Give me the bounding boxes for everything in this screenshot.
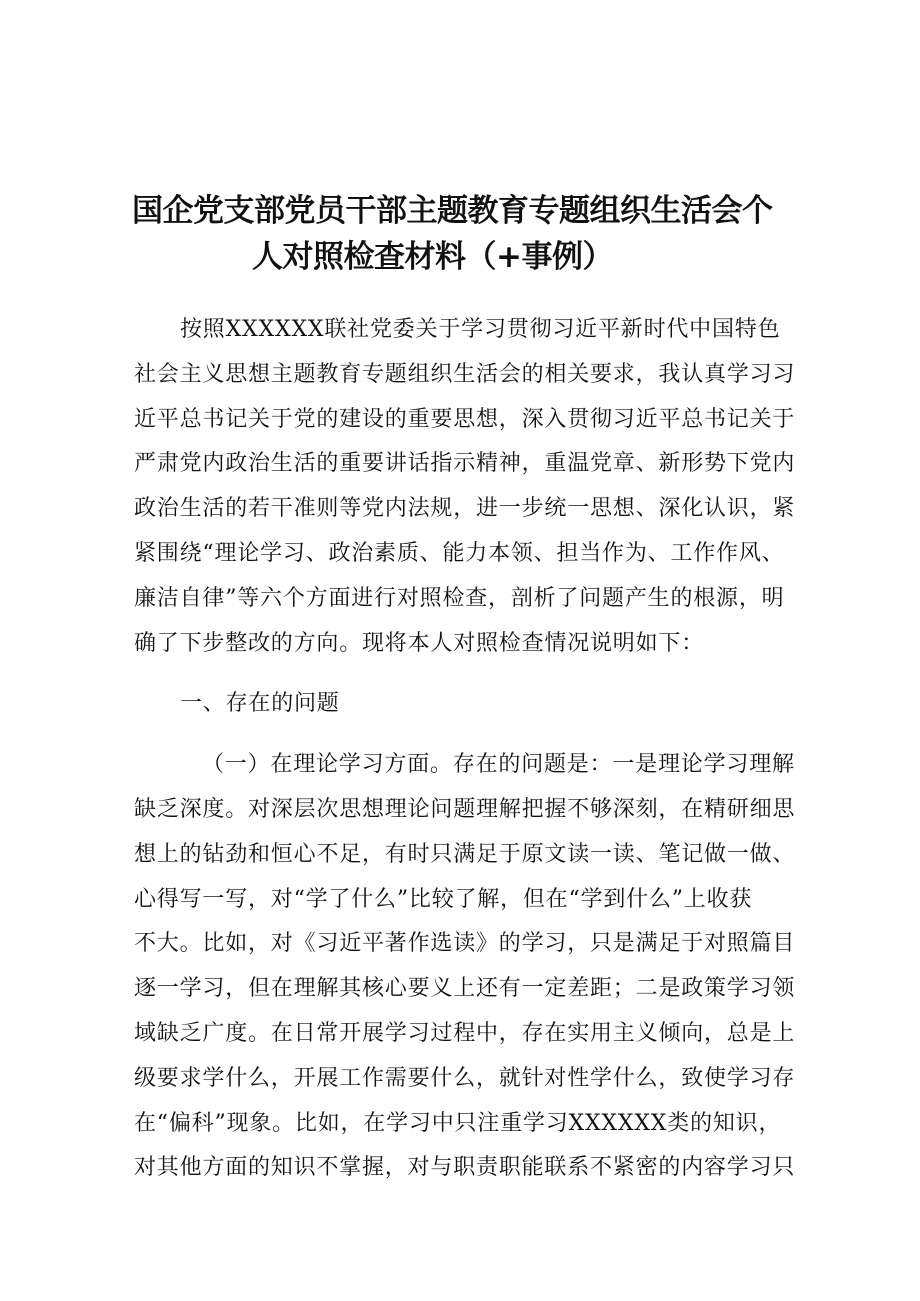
intro-line-1: 按照XXXXXX联社党委关于学习贯彻习近平新时代中国特色 [180, 317, 781, 342]
document-body [134, 308, 824, 1191]
section1-line-7: 域缺乏广度。在日常开展学习过程中，存在实用主义倾向，总是上 [134, 1020, 796, 1046]
title-line-2: 人对照检查材料（+事例） [252, 239, 613, 275]
paragraph-gap [134, 666, 824, 682]
intro-line-4: 严肃党内政治生活的重要讲话指示精神，重温党章、新形势下党内 [134, 451, 796, 477]
section1-line-2: 缺乏深度。对深层次思想理论问题理解把握不够深刻，在精研细思 [134, 796, 796, 822]
intro-line-2: 社会主义思想主题教育专题组织生活会的相关要求，我认真学习习 [134, 361, 796, 387]
section1-line-1: （一）在理论学习方面。存在的问题是：一是理论学习理解 [202, 752, 795, 778]
intro-line-6: 紧围绕“理论学习、政治素质、能力本领、担当作为、工作作风、 [134, 540, 785, 566]
intro-line-7: 廉洁自律”等六个方面进行对照检查，剖析了问题产生的根源，明 [134, 585, 785, 611]
section1-line-9: 在“偏科”现象。比如，在学习中只注重学习XXXXXX类的知识， [134, 1110, 782, 1136]
section1-line-10: 对其他方面的知识不掌握，对与职责职能联系不紧密的内容学习只 [134, 1155, 796, 1181]
section1-line-8: 级要求学什么，开展工作需要什么，就针对性学什么，致使学习存 [134, 1065, 796, 1091]
intro-line-8: 确了下步整改的方向。现将本人对照检查情况说明如下： [134, 630, 705, 656]
intro-line-3: 近平总书记关于党的建设的重要思想，深入贯彻习近平总书记关于 [134, 406, 796, 432]
document-title [132, 188, 812, 280]
paragraph-gap [134, 727, 824, 743]
section1-line-5: 不大。比如，对《习近平著作选读》的学习，只是满足于对照篇目 [134, 931, 796, 957]
intro-line-5: 政治生活的若干准则等党内法规，进一步统一思想、深化认识，紧 [134, 496, 796, 522]
section1-line-4: 心得写一写，对“学了什么”比较了解，但在“学到什么”上收获 [134, 886, 753, 912]
intro-paragraph [134, 308, 824, 666]
theory-study-paragraph [134, 743, 824, 1191]
section1-line-3: 想上的钻劲和恒心不足，有时只满足于原文读一读、笔记做一做、 [134, 841, 796, 867]
section-heading: 一、存在的问题 [180, 691, 340, 717]
title-line-1: 国企党支部党员干部主题教育专题组织生活会个 [132, 193, 773, 229]
section1-line-6: 逐一学习，但在理解其核心要义上还有一定差距；二是政策学习领 [134, 976, 796, 1002]
